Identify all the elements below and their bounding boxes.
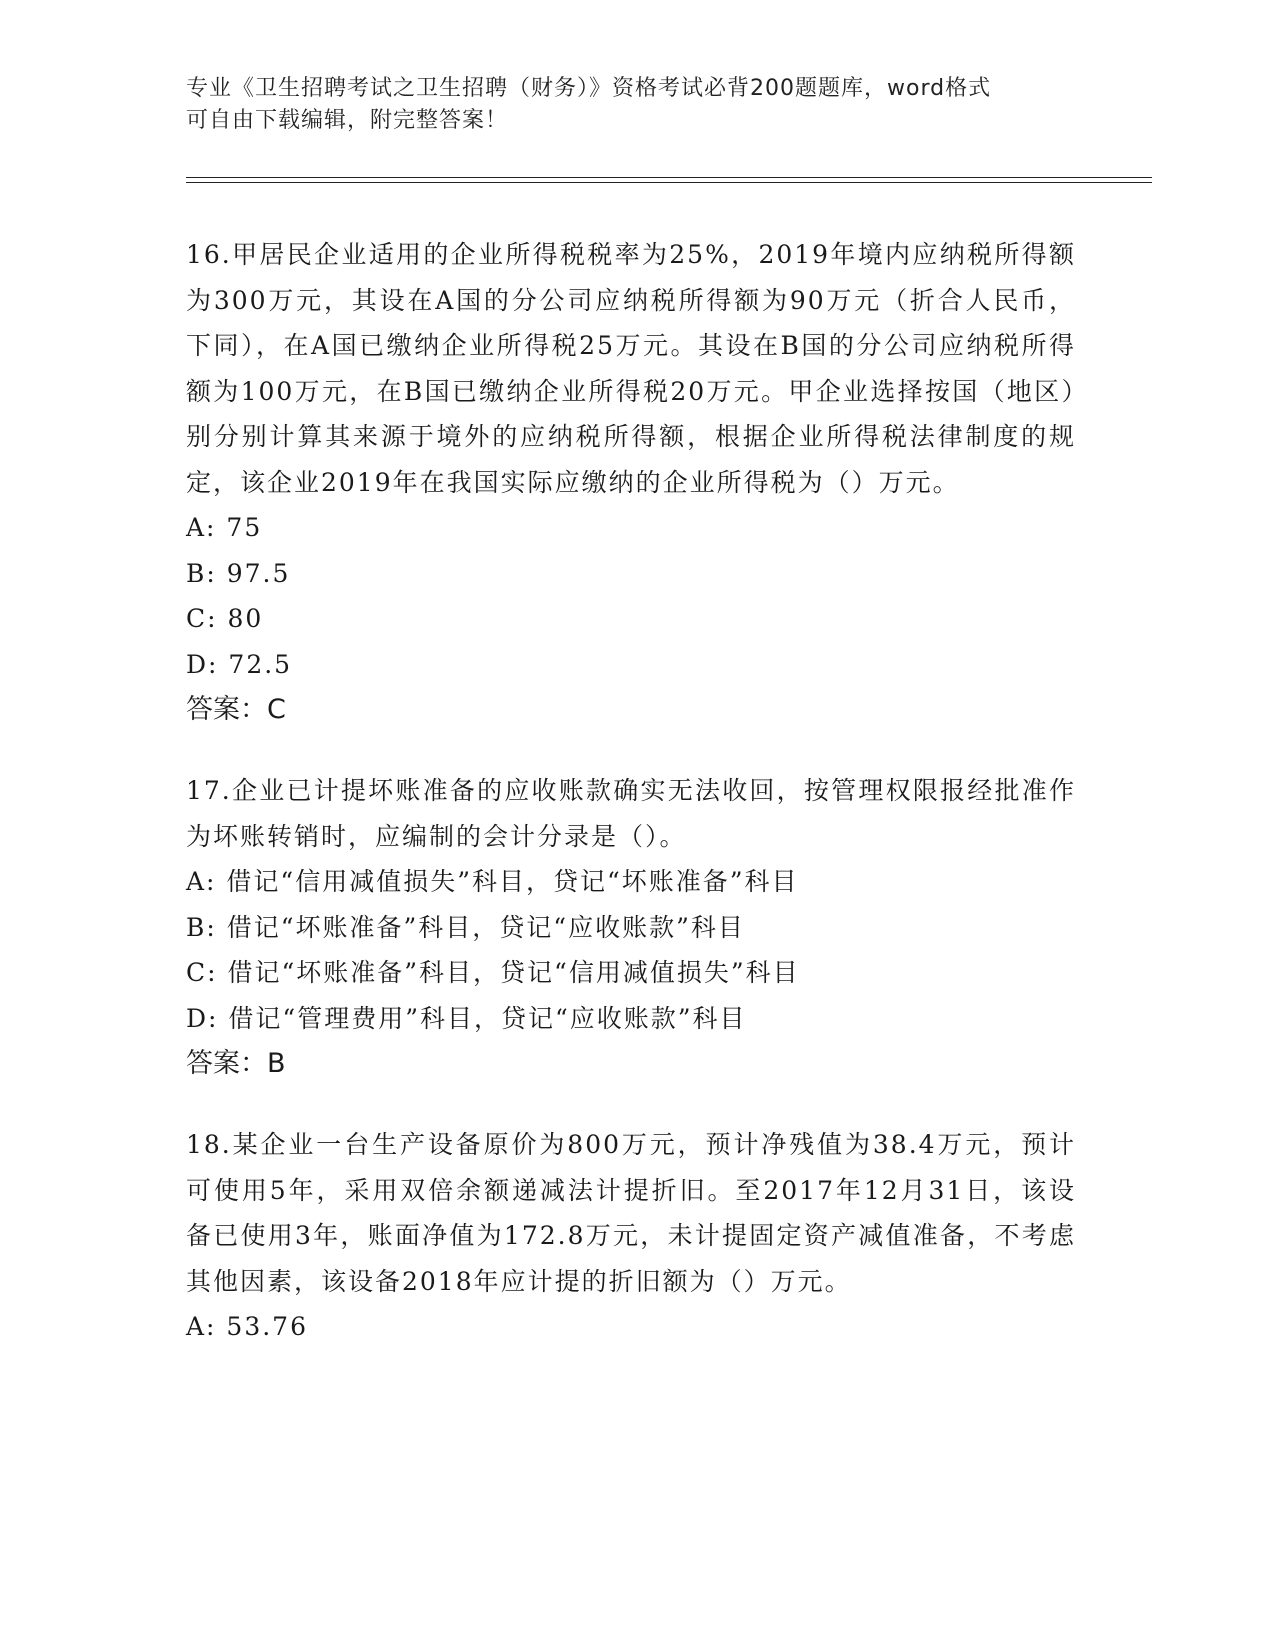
header-rule-bottom xyxy=(186,182,1152,183)
answer: 答案：C xyxy=(186,694,286,725)
option-d: D: 72.5 xyxy=(186,649,293,679)
option-c: C: 80 xyxy=(186,604,264,633)
option-c: C: 借记“坏账准备”科目，贷记“信用减值损失”科目 xyxy=(186,958,800,987)
option-a: A: 75 xyxy=(186,513,263,542)
question-18 xyxy=(186,1122,1076,1350)
header-line-1: 专业《卫生招聘考试之卫生招聘（财务）》资格考试必背200题题库，word格式 xyxy=(186,76,992,101)
option-b: B: 借记“坏账准备”科目，贷记“应收账款”科目 xyxy=(186,912,745,942)
option-a: A: 借记“信用减值损失”科目，贷记“坏账准备”科目 xyxy=(186,867,799,896)
answer: 答案：B xyxy=(186,1048,286,1079)
question-list xyxy=(186,232,1076,1386)
question-stem: 16.甲居民企业适用的企业所得税税率为25%，2019年境内应纳税所得额为300万元，其设在A国的分公司应纳税所得额为90万元（折合人民币，下同），在A国已缴纳企业所得税25万元。其设在B国的分公司应纳税所得额为100万元，在B国已缴纳企业所得税20万元。甲企业选择按国（地区）别分别计算其来源于境外的应纳税所得额，根据企业所得税法律制度的规定，该企业2019年在我国实际应缴纳的企业所得税为（）万元。 xyxy=(186,240,1076,497)
question-16 xyxy=(186,232,1076,732)
header-line-2: 可自由下载编辑，附完整答案！ xyxy=(186,108,509,133)
question-stem: 17.企业已计提坏账准备的应收账款确实无法收回，按管理权限报经批准作为坏账转销时，应编制的会计分录是（）。 xyxy=(186,776,1076,851)
option-b: B: 97.5 xyxy=(186,558,291,588)
question-17 xyxy=(186,768,1076,1086)
option-a: A: 53.76 xyxy=(186,1312,308,1341)
document-header xyxy=(186,73,1086,137)
question-stem: 18.某企业一台生产设备原价为800万元，预计净残值为38.4万元，预计可使用5年，采用双倍余额递减法计提折旧。至2017年12月31日，该设备已使用3年，账面净值为172.8万元，未计提固定资产减值准备，不考虑其他因素，该设备2018年应计提的折旧额为（）万元。 xyxy=(186,1130,1076,1296)
header-rule-top xyxy=(186,177,1152,178)
option-d: D: 借记“管理费用”科目，贷记“应收账款”科目 xyxy=(186,1003,747,1033)
